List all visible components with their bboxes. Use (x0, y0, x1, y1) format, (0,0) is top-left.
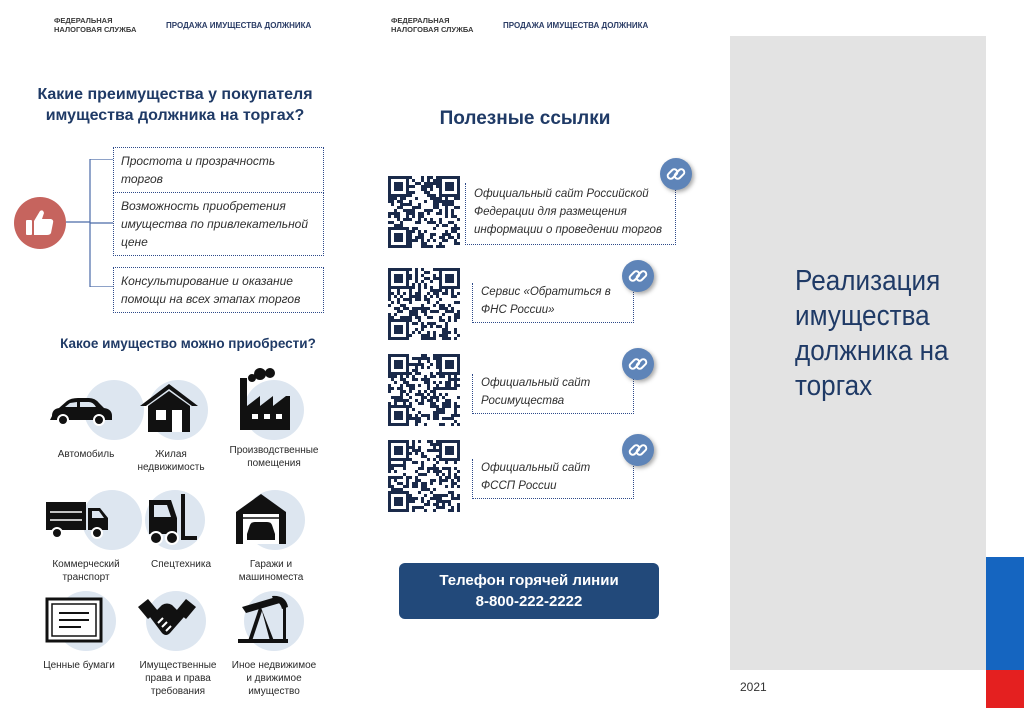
qr-code[interactable] (388, 354, 460, 426)
property-item-truck (36, 490, 136, 584)
like-icon (14, 197, 66, 249)
property-title: Какое имущество можно приобрести? (60, 336, 316, 351)
link-fns-service[interactable] (472, 283, 634, 323)
chain-link-icon[interactable] (622, 260, 654, 292)
chain-link-icon[interactable] (622, 434, 654, 466)
qr-code-image (388, 176, 460, 248)
cover-title: Реализация имущества должника на торгах (795, 265, 949, 402)
car-icon (48, 392, 114, 428)
property-label: Производственные помещения (229, 445, 319, 469)
property-label: Жилая недвижимость (137, 449, 205, 473)
qr-code-image (388, 440, 460, 512)
garage-icon (234, 492, 288, 546)
flag-red-stripe (986, 670, 1024, 708)
header-left (54, 16, 311, 34)
property-item-garage (221, 490, 321, 584)
link-fssp[interactable] (472, 459, 634, 499)
oil-pump-icon (236, 593, 292, 645)
property-label: Автомобиль (57, 449, 115, 460)
link-torgi[interactable] (465, 183, 676, 245)
link-rosim[interactable] (472, 374, 634, 414)
advantage-item: Возможность приобретения имущества по привлекательной цене (113, 192, 324, 256)
qr-code-image (388, 268, 460, 340)
property-item-other (224, 591, 324, 698)
link-label: Официальный сайт Росимущества (481, 377, 591, 407)
qr-code[interactable] (388, 268, 460, 340)
property-item-house (121, 380, 221, 474)
header-sale-title: ПРОДАЖА ИМУЩЕСТВА ДОЛЖНИКА (503, 20, 649, 30)
link-label: Сервис «Обратиться в ФНС России» (481, 286, 611, 316)
qr-code[interactable] (388, 440, 460, 512)
truck-icon (44, 498, 110, 542)
property-label: Спецтехника (151, 559, 211, 570)
header-middle (391, 16, 648, 34)
qr-code-image (388, 354, 460, 426)
header-sale-title: ПРОДАЖА ИМУЩЕСТВА ДОЛЖНИКА (166, 20, 312, 30)
forklift-icon (145, 492, 199, 546)
qr-code[interactable] (388, 176, 460, 248)
advantage-item: Консультирование и оказание помощи на всех этапах торгов (113, 267, 324, 313)
hotline-phone[interactable]: 8-800-222-2222 (475, 593, 583, 610)
advantages-connector (66, 159, 113, 287)
flag-blue-stripe (986, 557, 1024, 670)
property-item-factory (224, 366, 324, 470)
links-title: Полезные ссылки (439, 108, 611, 129)
chain-link-icon[interactable] (622, 348, 654, 380)
property-label: Иное недвижимое и движимое имущество (231, 660, 317, 697)
securities-icon (45, 597, 103, 643)
advantage-item: Простота и прозрачность торгов (113, 147, 324, 193)
property-item-handshake (128, 591, 228, 698)
property-item-forklift (131, 490, 231, 571)
link-label: Официальный сайт ФССП России (481, 462, 591, 492)
handshake-icon (136, 595, 198, 643)
fns-logo-text: ФЕДЕРАЛЬНАЯ НАЛОГОВАЯ СЛУЖБА (54, 16, 137, 34)
hotline-label: Телефон горячей линии (439, 572, 619, 589)
house-icon (138, 382, 200, 434)
link-label: Официальный сайт Российской Федерации для размещения информации о проведении торгов (474, 188, 662, 236)
factory-icon (232, 366, 296, 432)
property-label: Имущественные права и права требования (139, 660, 217, 697)
cover-year: 2021 (740, 680, 767, 694)
property-label: Ценные бумаги (43, 660, 115, 671)
hotline-box[interactable] (399, 563, 659, 619)
property-item-securities (29, 591, 129, 672)
fns-logo-text: ФЕДЕРАЛЬНАЯ НАЛОГОВАЯ СЛУЖБА (391, 16, 474, 34)
property-label: Коммерческий транспорт (52, 559, 120, 583)
property-label: Гаражи и машиноместа (238, 559, 304, 583)
advantages-title: Какие преимущества у покупателя имущества должника на торгах? (37, 86, 313, 124)
chain-link-icon[interactable] (660, 158, 692, 190)
